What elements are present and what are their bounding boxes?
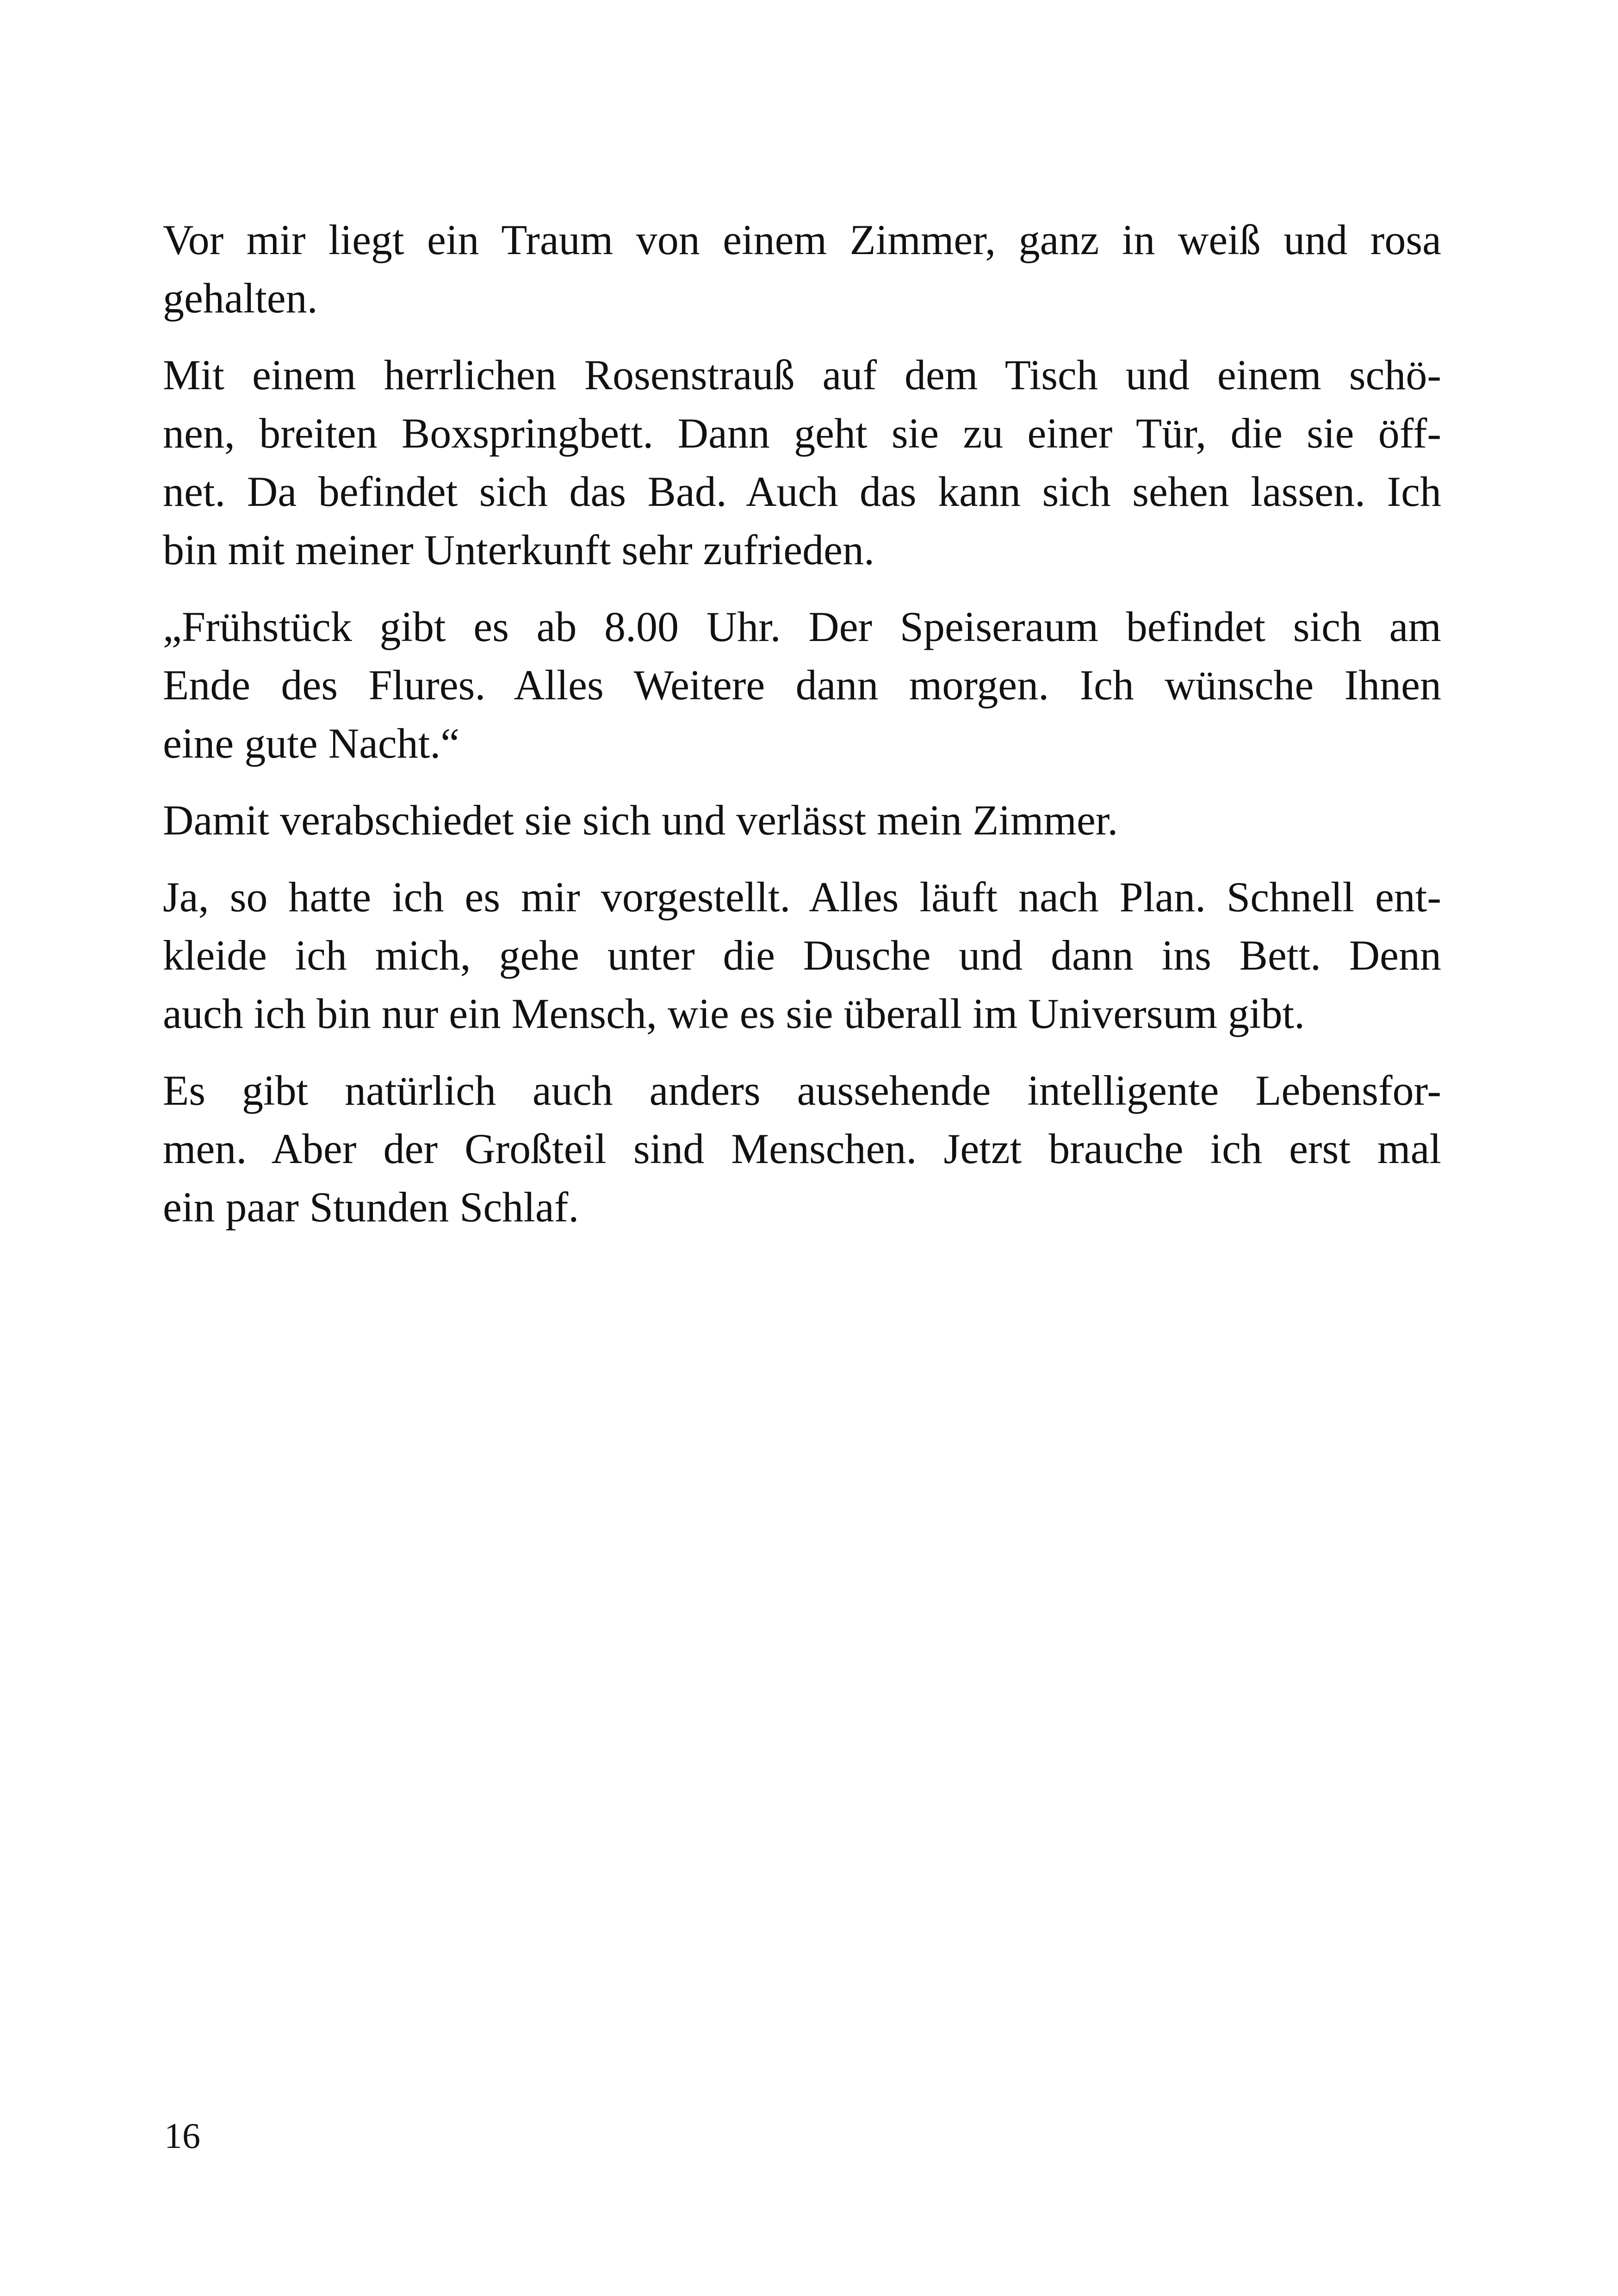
text-line: Mit einem herrlichen Rosenstrauß auf dem Tisch und einem schö- — [163, 351, 1441, 398]
text-line: bin mit meiner Unterkunft sehr zufrieden. — [163, 526, 874, 573]
text-line: ein paar Stunden Schlaf. — [163, 1183, 579, 1231]
text-line: Damit verabschiedet sie sich und verlässt mein Zimmer. — [163, 796, 1118, 844]
text-line: eine gute Nacht.“ — [163, 720, 460, 767]
text-line: Ende des Flures. Alles Weitere dann morgen. Ich wünsche Ihnen — [163, 661, 1441, 709]
paragraph-5 — [163, 868, 1441, 1043]
text-line: „Frühstück gibt es ab 8.00 Uhr. Der Speiseraum befindet sich am — [163, 603, 1441, 650]
paragraph-2 — [163, 346, 1441, 579]
paragraph-4 — [163, 791, 1441, 849]
text-line: gehalten. — [163, 274, 318, 322]
text-line: Es gibt natürlich auch anders aussehende intelligente Lebensfor- — [163, 1067, 1441, 1114]
paragraph-3 — [163, 597, 1441, 772]
text-line: auch ich bin nur ein Mensch, wie es sie überall im Universum gibt. — [163, 990, 1305, 1037]
paragraph-6 — [163, 1061, 1441, 1236]
page-number: 16 — [164, 2116, 200, 2156]
text-line: net. Da befindet sich das Bad. Auch das kann sich sehen lassen. Ich — [163, 468, 1441, 515]
body-text — [163, 211, 1441, 1255]
text-line: Ja, so hatte ich es mir vorgestellt. Alles läuft nach Plan. Schnell ent- — [163, 873, 1441, 921]
text-line: Vor mir liegt ein Traum von einem Zimmer, ganz in weiß und rosa — [163, 216, 1441, 263]
text-line: nen, breiten Boxspringbett. Dann geht sie zu einer Tür, die sie öff- — [163, 410, 1441, 457]
text-line: kleide ich mich, gehe unter die Dusche und dann ins Bett. Denn — [163, 932, 1441, 979]
text-line: men. Aber der Großteil sind Menschen. Jetzt brauche ich erst mal — [163, 1125, 1441, 1172]
paragraph-1 — [163, 211, 1441, 327]
